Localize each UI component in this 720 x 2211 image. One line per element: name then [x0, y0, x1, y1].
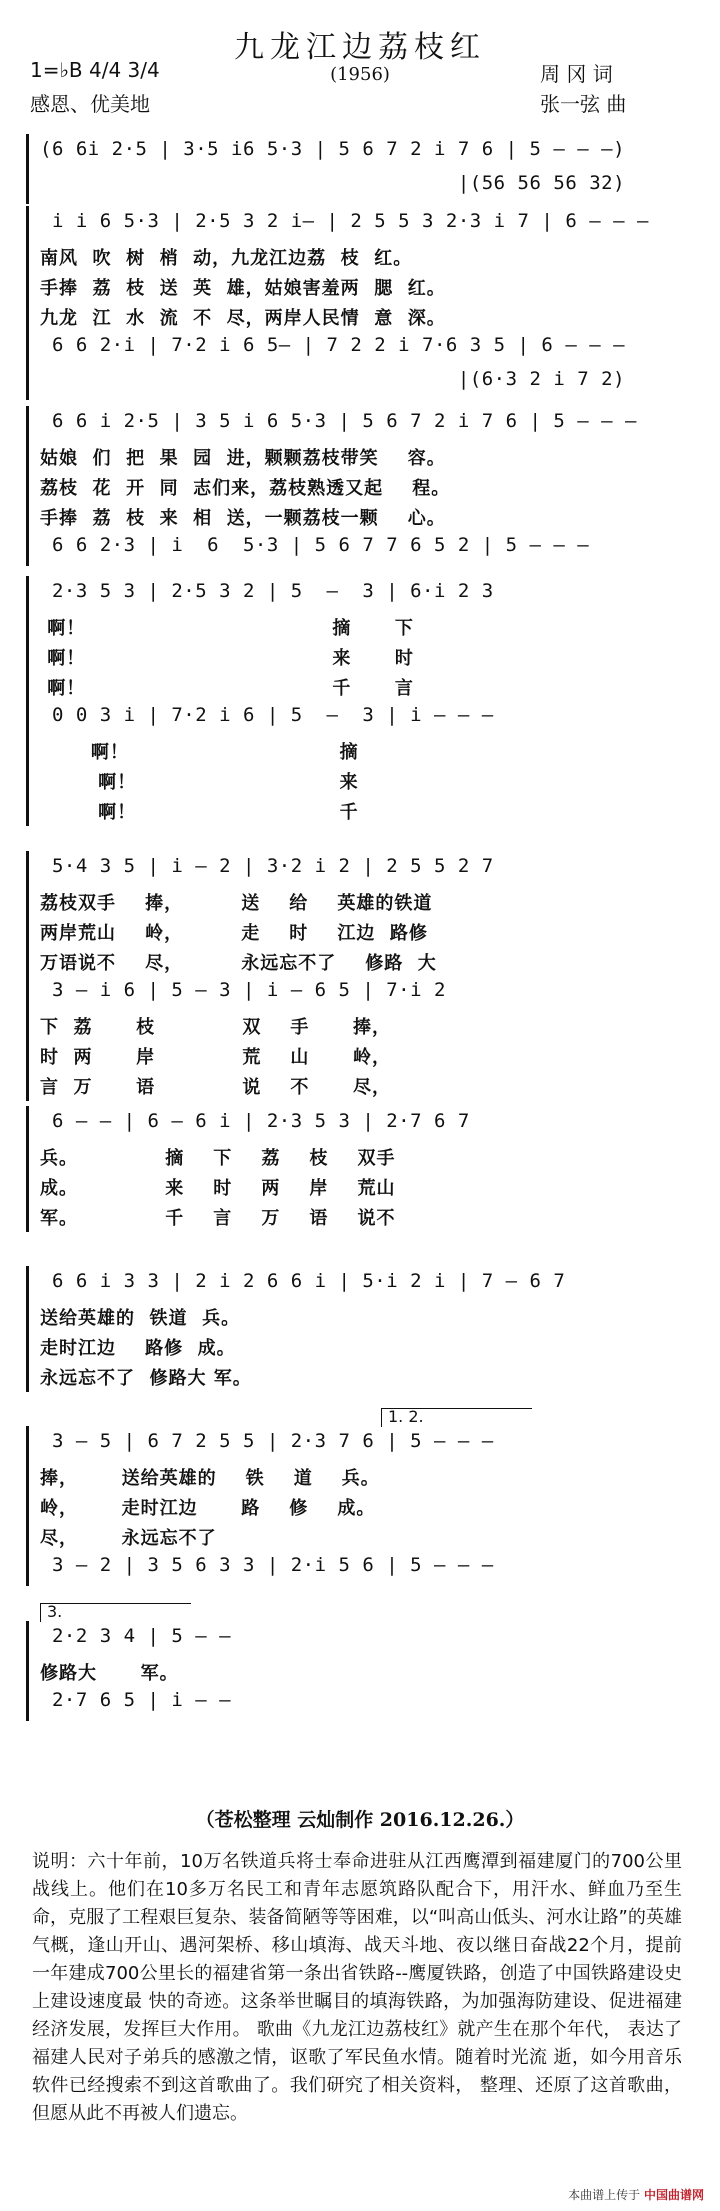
lyric-line: 手捧 荔 枝 来 相 送，一颗荔枝一颗 心。 [40, 508, 446, 529]
notation-line: 3 — i 6 | 5 — 3 | i — 6 5 | 7·i 2 [40, 979, 446, 1001]
lyric-line: 啊！ 来 时 [40, 648, 414, 669]
lyric-line: 尽， 永远忘不了 [40, 1528, 217, 1549]
notation-line: |(6·3 2 i 7 2) [40, 368, 626, 390]
notation-line: 6 6 2·i | 7·2 i 6 5— | 7 2 2 i 7·6 3 5 | 6 — — — [40, 334, 626, 356]
lyric-line: 兵。 摘 下 荔 枝 双手 [40, 1148, 396, 1169]
lyric-line: 时 两 岸 荒 山 岭， [40, 1047, 391, 1068]
notation-line: |(56 56 56 32) [40, 172, 626, 194]
footer-site-name: 中国曲谱网 [643, 2188, 704, 2202]
system-bracket [26, 1426, 29, 1586]
lyric-line: 军。 千 言 万 语 说不 [40, 1208, 396, 1229]
notation-line: i i 6 5·3 | 2·5 3 2 i— | 2 5 5 3 2·3 i 7 | 6 — — — [40, 210, 649, 232]
lyric-line: 手捧 荔 枝 送 英 雄，姑娘害羞两 腮 红。 [40, 278, 446, 299]
composer: 张一弦 曲 [540, 92, 627, 116]
system-bracket [26, 576, 29, 826]
lyric-line: 啊！ 摘 [40, 742, 359, 763]
notation-line: 2·3 5 3 | 2·5 3 2 | 5 — 3 | 6·i 2 3 [40, 580, 494, 602]
system-bracket [26, 851, 29, 1101]
lyric-line: 捧， 送给英雄的 铁 道 兵。 [40, 1468, 380, 1489]
system-bracket [26, 206, 29, 400]
volta-label: 1. 2. [388, 1407, 424, 1426]
song-title: 九龙江边荔枝红 [234, 30, 486, 65]
lyric-line: 走时江边 路修 成。 [40, 1338, 236, 1359]
lyric-line: 荔枝双手 捧， 送 给 英雄的铁道 [40, 893, 433, 914]
lyric-line: 九龙 江 水 流 不 尽，两岸人民情 意 深。 [40, 308, 446, 329]
explanation-text: 说明：六十年前，10万名铁道兵将士奉命进驻从江西鹰潭到福建厦门的700公里战线上。他们在10多万名民工和青年志愿筑路队配合下，用汗水、鲜血乃至生命，克服了工程艰巨复杂、装备简陋等等困难，以“叫高山低头、河水让路”的英雄气概，逢山开山、遇河架桥、移山填海、战天斗地、夜以继日奋战22个月，提前一年建成700公里长的福建省第一条出省铁路--鹰厦铁路，创造了中国铁路建设史上建设速度最 快的奇迹。这条举世瞩目的填海铁路，为加强海防建设、促进福建经济发展，发挥巨大作用。 歌曲《九龙江边荔枝红》就产生在那个年代， 表达了福建人民对子弟兵的感激之情，讴歌了军民鱼水情。随着时光流 逝，如今用音乐软件已经搜索不到这首歌曲了。我们研究了相关资料， 整理、还原了这首歌曲，但愿从此不再被人们遗忘。 [32, 1851, 682, 2124]
volta-bracket [381, 1408, 532, 1427]
lyric-line: 岭， 走时江边 路 修 成。 [40, 1498, 376, 1519]
lyric-line: 成。 来 时 两 岸 荒山 [40, 1178, 396, 1199]
notation-line: 6 6 i 2·5 | 3 5 i 6 5·3 | 5 6 7 2 i 7 6 | 5 — — — [40, 410, 637, 432]
lyric-line: 万语说不 尽， 永远忘不了 修路 大 [40, 953, 437, 974]
system-bracket [26, 1106, 29, 1232]
lyricist: 周 冈 词 [540, 62, 613, 86]
lyric-line: 啊！ 摘 下 [40, 618, 414, 639]
notation-line: (6 6i 2·5 | 3·5 i6 5·3 | 5 6 7 2 i 7 6 | 5 — — —) [40, 138, 626, 160]
system-bracket [26, 1621, 29, 1721]
lyric-line: 南风 吹 树 梢 动，九龙江边荔 枝 红。 [40, 248, 413, 269]
volta-label: 3. [47, 1602, 63, 1621]
notation-line: 0 0 3 i | 7·2 i 6 | 5 — 3 | i — — — [40, 704, 494, 726]
site-footer [568, 2186, 704, 2203]
notation-line: 2·2 3 4 | 5 — — [40, 1625, 232, 1647]
notation-line: 3 — 2 | 3 5 6 3 3 | 2·i 5 6 | 5 — — — [40, 1554, 494, 1576]
system-bracket [26, 1266, 29, 1392]
lyric-line: 啊！ 来 [40, 772, 359, 793]
lyric-line: 两岸荒山 岭， 走 时 江边 路修 [40, 923, 428, 944]
song-year: (1956) [330, 64, 390, 85]
tempo-mood: 感恩、优美地 [30, 92, 150, 116]
lyric-line: 姑娘 们 把 果 园 进，颗颗荔枝带笑 容。 [40, 448, 446, 469]
key-signature: 1=♭B 4/4 3/4 [30, 58, 160, 82]
system-bracket [26, 134, 29, 204]
lyric-line: 啊！ 千 [40, 802, 359, 823]
footer-prefix: 本曲谱上传于 [568, 2188, 641, 2202]
lyric-line: 言 万 语 说 不 尽， [40, 1077, 391, 1098]
lyric-line: 修路大 军。 [40, 1663, 179, 1684]
notation-line: 2·7 6 5 | i — — [40, 1689, 232, 1711]
lyric-line: 啊！ 千 言 [40, 678, 414, 699]
notation-line: 6 6 i 3 3 | 2 i 2 6 6 i | 5·i 2 i | 7 — 6 7 [40, 1270, 566, 1292]
explanation-note [32, 1848, 682, 2128]
notation-line: 6 6 2·3 | i 6 5·3 | 5 6 7 7 6 5 2 | 5 — — — [40, 534, 590, 556]
volta-bracket [40, 1603, 191, 1622]
system-bracket [26, 406, 29, 566]
lyric-line: 永远忘不了 修路大 军。 [40, 1368, 252, 1389]
lyric-line: 送给英雄的 铁道 兵。 [40, 1308, 241, 1329]
credit-line: （苍松整理 云灿制作 2016.12.26.） [195, 1809, 525, 1831]
lyric-line: 下 荔 枝 双 手 捧， [40, 1017, 391, 1038]
notation-line: 3 — 5 | 6 7 2 5 5 | 2·3 7 6 | 5 — — — [40, 1430, 494, 1452]
lyric-line: 荔枝 花 开 同 志们来，荔枝熟透又起 程。 [40, 478, 451, 499]
notation-line: 5·4 3 5 | i — 2 | 3·2 i 2 | 2 5 5 2 7 [40, 855, 494, 877]
notation-line: 6 — — | 6 — 6 i | 2·3 5 3 | 2·7 6 7 [40, 1110, 470, 1132]
